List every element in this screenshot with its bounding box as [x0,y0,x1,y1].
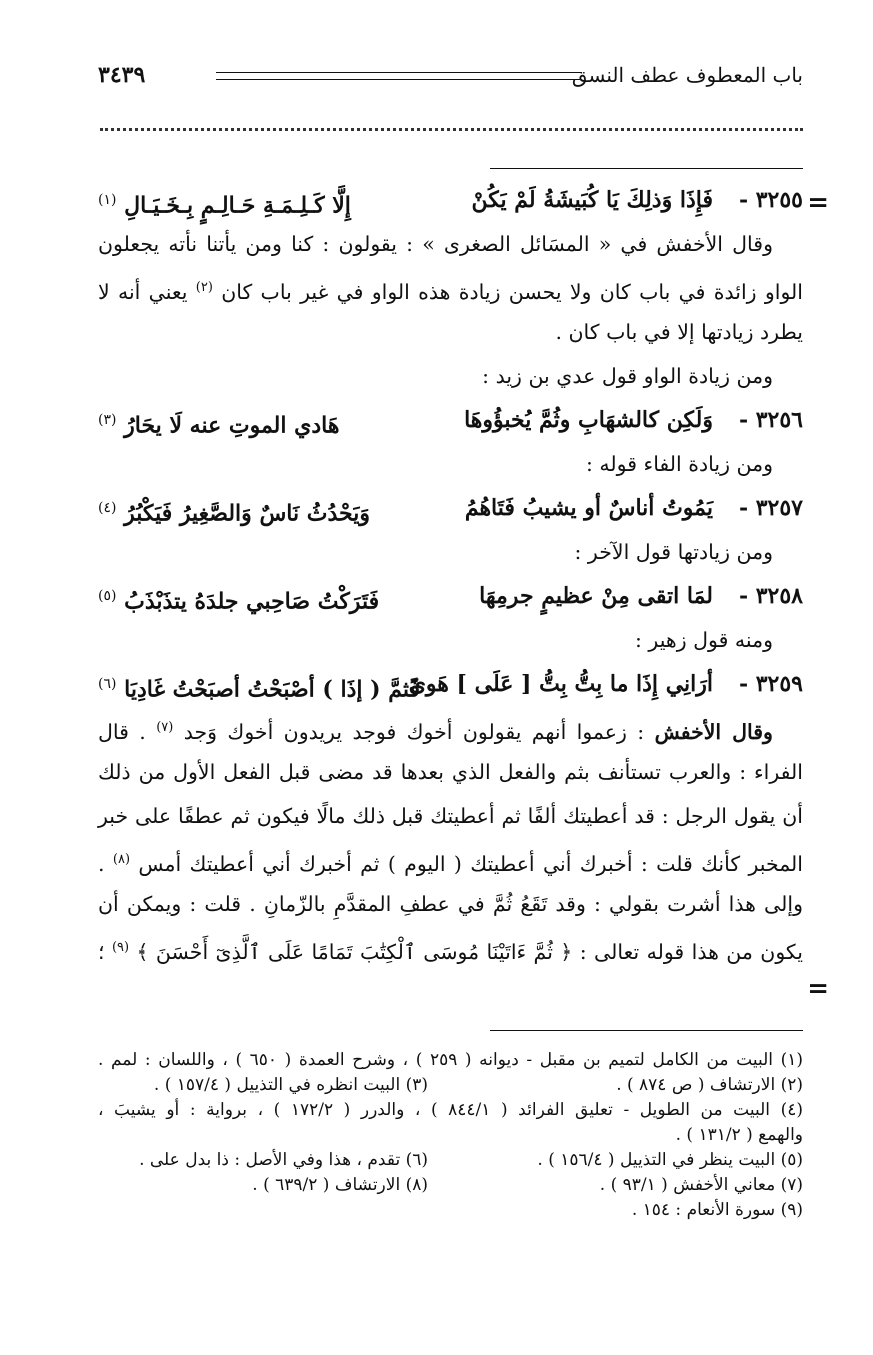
verse-intro: ومن زيادة الواو قول عدي بن زيد : [482,364,773,388]
paragraph-line: يكون من هذا قوله تعالى : ﴿ ثُمَّ ءَاتَيْنَا مُوسَى ٱلْكِتَٰبَ تَمَامًا عَلَى ٱلَّذِىٓ أَحْسَنَ ﴾ $^{(٩)}$ ؛ [98,939,803,964]
verse-second-hemistich: فَثمَّ ( إذَا ) أصْبَحْتُ أصبَحْتُ غَادِيَا $^{(٦)}$ [98,676,421,703]
footnote-row [98,1148,803,1173]
dotted-separator [100,128,803,131]
bold-lead: وقال الأخفش [654,719,773,744]
footnote-ref: (٣) [98,412,117,428]
footnote-ref: (٢) [195,280,213,295]
footnote-row [98,1073,803,1098]
verse-first-hemistich: أرَانِي إِذَا ما بِتُّ بِتُّ [ عَلَى ] هَوىً [408,671,713,697]
verse-second-hemistich: وَيَحْدُثُ نَاسٌ وَالصَّغِيرُ فَيَكْبُرُ $^{(٤)}$ [98,500,370,527]
verse-number: ٣٢٥٦ - [738,407,803,433]
verse-3259 [98,662,803,706]
footnote-1: (١) البيت من الكامل لتميم بن مقبل - ديوانه ( ٢٥٩ ) ، وشرح العمدة ( ٦٥٠ ) ، واللسان : لمم . [98,1050,803,1070]
verse-number: ٣٢٥٩ - [738,671,803,697]
running-title: باب المعطوف عطف النسق [571,63,803,87]
quran-quote: ﴿ ثُمَّ ءَاتَيْنَا مُوسَى ٱلْكِتَٰبَ تَمَامًا عَلَى ٱلَّذِىٓ أَحْسَنَ ﴾ [136,939,573,964]
paragraph-line: وإلى هذا أشرت بقولي : وقد تَقَعُ ثُمَّ في عطفِ المقدَّمِ بالزّمانِ . قلت : ويمكن أن [98,892,803,916]
paragraph-line: الواو زائدة في باب كان ولا يحسن زيادة هذه الواو في غير باب كان $^{(٢)}$ يعني أنه لا [98,279,803,304]
footnote-8: (٨) الارتشاف ( ٦٣٩/٢ ) . [252,1175,428,1195]
page-number: ٣٤٣٩ [98,62,146,88]
footnote-4-cont: والهمع ( ١٣١/٢ ) . [675,1125,803,1145]
verse-number: ٣٢٥٨ - [738,583,803,609]
verse-number: ٣٢٥٥ - [738,187,803,213]
footnote-row [98,1198,803,1223]
verse-intro: ومن زيادتها قول الآخر : [574,540,773,564]
footnote-ref: (٥) [98,588,117,604]
paragraph-line: يطرد زيادتها إلا في باب كان . [555,320,803,344]
footnote-ref: (٦) [98,676,117,692]
verse-first-hemistich: لمَا اتقى مِنْ عظيمٍ جرمِهَا [479,583,713,609]
footnote-9: (٩) سورة الأنعام : ١٥٤ . [631,1200,803,1220]
verse-3256 [98,398,803,442]
verse-3257 [98,486,803,530]
verse-first-hemistich: يَمُوتُ أناسٌ أو يشيبُ فَتَاهُمُ [464,495,713,521]
verse-intro: ومن زيادة الفاء قوله : [585,452,773,476]
verse-first-hemistich: فَإِذَا وَذلِكَ يَا كُبَيشَةُ لَمْ يَكُنْ [471,187,713,213]
verse-second-hemistich: إِلَّا كَـلِـمَـةِ حَـالِـمٍ بِـخَـيَـالِ $^{(١)}$ [98,192,351,219]
footnotes [98,1048,803,1223]
footnote-ref: (٤) [98,500,117,516]
main-text [98,178,803,970]
verse-intro: ومنه قول زهير : [634,628,773,652]
footnote-row [98,1173,803,1198]
footnote-ref: (١) [98,192,117,208]
footnote-5: (٥) البيت ينظر في التذييل ( ١٥٦/٤ ) . [537,1150,803,1170]
footnote-separator [490,1030,803,1031]
verse-number: ٣٢٥٧ - [738,495,803,521]
footnote-ref: (٩) [111,940,130,955]
verse-3255 [98,178,803,222]
footnote-7: (٧) معاني الأخفش ( ٩٣/١ ) . [599,1175,803,1195]
verse-first-hemistich: وَلَكِن كالشهَابِ وثُمَّ يُخبؤُوهَا [464,407,713,433]
continuation-marker-end: = [807,974,829,1004]
header-double-rule [216,72,581,80]
footnote-3: (٣) البيت انظره في التذييل ( ١٥٧/٤ ) . [153,1075,428,1095]
verse-second-hemistich: فَتَرَكْتُ صَاحِبي جلدَهُ يتذَبْذَبُ $^{(٥)}$ [98,588,380,615]
page-header [98,58,803,94]
paragraph-line: الفراء : والعرب تستأنف بثم والفعل الذي بعدها قد مضى قبل الفعل الأول من ذلك [98,760,803,784]
paragraph-line: أن يقول الرجل : قد أعطيتك ألفًا ثم أعطيتك قبل ذلك مالًا فيكون ثم عطفًا على خبر [98,804,803,828]
footnote-6: (٦) تقدم ، هذا وفي الأصل : ذا بدل على . [139,1150,428,1170]
paragraph-line: وقال الأخفش : زعموا أنهم يقولون أخوك فوجد يريدون أخوك وَجد $^{(٧)}$ . قال [98,719,773,744]
footnote-ref: (٨) [112,852,131,867]
paragraph-line: المخبر كأنك قلت : أخبرك أني أعطيتك ( اليوم ) ثم أخبرك أني أعطيتك أمس $^{(٨)}$ . [98,851,803,876]
paragraph-line: وقال الأخفش في « المسَائل الصغرى » : يقولون : كنا ومن يأتنا نأته يجعلون [98,232,773,256]
verse-second-hemistich: هَادي الموتِ عنه لَا يحَارُ $^{(٣)}$ [98,412,340,439]
footnote-4: (٤) البيت من الطويل - تعليق الفرائد ( ٨٤٤/١ ) ، والدرر ( ١٧٢/٢ ) ، برواية : أو يشيبَ ، [98,1100,804,1120]
verse-3258 [98,574,803,618]
footnote-2: (٢) الارتشاف ( ص ٨٧٤ ) . [616,1075,803,1095]
footnote-ref: (٧) [156,720,174,735]
short-separator [490,168,803,169]
continuation-marker-start: = [807,188,829,218]
